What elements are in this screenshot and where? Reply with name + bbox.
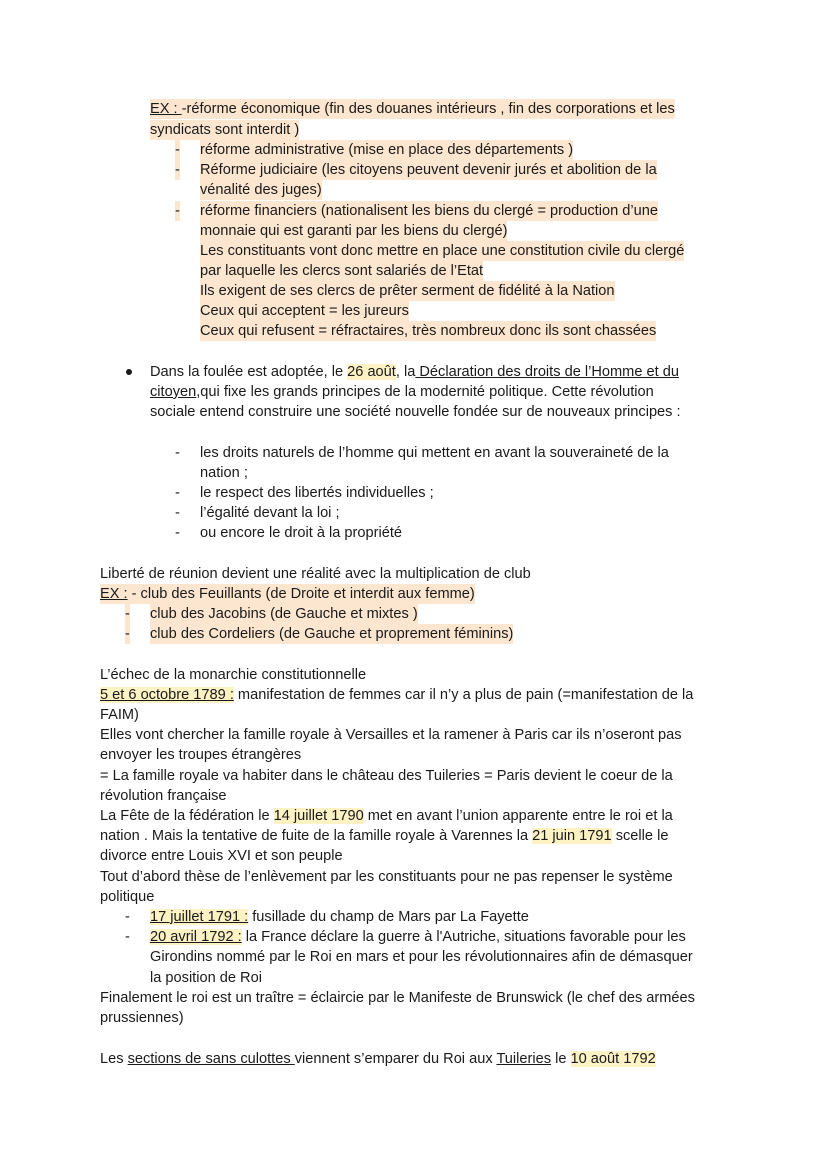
october-line: 5 et 6 octobre 1789 : manifestation de femmes car il n’y a plus de pain (=manifestation de la: [100, 687, 694, 703]
text-line: = La famille royale va habiter dans le château des Tuileries = Paris devient le coeur de la: [100, 768, 673, 784]
ex-line-2: syndicats sont interdit ): [150, 122, 300, 138]
dash: -: [175, 142, 180, 158]
event-line: 20 avril 1792 : la France déclare la guerre à l'Autriche, situations favorable pour les: [150, 929, 686, 945]
last-line: Les sections de sans culottes viennent s’emparer du Roi aux Tuileries le 10 août 1792: [100, 1051, 656, 1067]
text-line: Finalement le roi est un traître = éclaircie par le Manifeste de Brunswick (le chef des armées: [100, 990, 695, 1006]
event-line: 17 juillet 1791 : fusillade du champ de Mars par La Fayette: [150, 909, 529, 925]
date-highlight: 20 avril 1792 :: [150, 929, 242, 945]
text-line: Tout d’abord thèse de l’enlèvement par les constituants pour ne pas repenser le système: [100, 869, 673, 885]
text-line: envoyer les troupes étrangères: [100, 747, 302, 763]
list-item-cont: Ceux qui acceptent = les jureurs: [200, 303, 409, 319]
text-line: révolution française: [100, 788, 227, 804]
declaration-line-1: Dans la foulée est adoptée, le 26 août, la Déclaration des droits de l’Homme et du: [150, 364, 679, 380]
list-item: ou encore le droit à la propriété: [200, 525, 403, 541]
date-highlight: 5 et 6 octobre 1789 :: [100, 687, 234, 703]
ex-line-1: EX : -réforme économique (fin des douanes intérieurs , fin des corporations et les: [150, 101, 675, 117]
dash: -: [175, 445, 180, 461]
text-line: divorce entre Louis XVI et son peuple: [100, 848, 343, 864]
declaration-line-3: sociale entend construire une société nouvelle fondée sur de nouveaux principes :: [150, 404, 681, 420]
dash: -: [175, 162, 180, 178]
text-line: politique: [100, 889, 155, 905]
list-item: réforme administrative (mise en place des départements ): [200, 142, 574, 158]
list-item-cont: Ils exigent de ses clercs de prêter serment de fidélité à la Nation: [200, 283, 615, 299]
date-highlight: 21 juin 1791: [532, 828, 612, 844]
list-item: club des Jacobins (de Gauche et mixtes ): [150, 606, 418, 622]
clubs-intro: Liberté de réunion devient une réalité avec la multiplication de club: [100, 566, 531, 582]
list-item: club des Cordeliers (de Gauche et proprement féminins): [150, 626, 514, 642]
list-item: l’égalité devant la loi ;: [200, 505, 340, 521]
clubs-ex-line: EX : - club des Feuillants (de Droite et interdit aux femme): [100, 586, 475, 602]
dash: -: [125, 929, 130, 945]
text-line: FAIM): [100, 707, 139, 723]
list-item: les droits naturels de l’homme qui mettent en avant la souveraineté de la: [200, 445, 669, 461]
date-highlight: 17 juillet 1791 :: [150, 909, 249, 925]
text-line: prussiennes): [100, 1010, 184, 1026]
dash: -: [175, 485, 180, 501]
nation-line: nation . Mais la tentative de fuite de la famille royale à Varennes la 21 juin 1791 scelle le: [100, 828, 669, 844]
declaration-line-2: citoyen,qui fixe les grands principes de la modernité politique. Cette révolution: [150, 384, 654, 400]
text-line: Elles vont chercher la famille royale à Versailles et la ramener à Paris car ils n’oseront pas: [100, 727, 682, 743]
list-item-cont: Les constituants vont donc mettre en place une constitution civile du clergé: [200, 243, 685, 259]
dash: -: [175, 525, 180, 541]
date-highlight: 26 août: [347, 364, 396, 380]
list-item-cont: vénalité des juges): [200, 182, 322, 198]
list-item-cont: nation ;: [200, 465, 248, 481]
declaration-link: Déclaration des droits de l’Homme et du: [415, 364, 679, 380]
dash: -: [125, 626, 130, 642]
dash: -: [175, 505, 180, 521]
event-line-cont: la position de Roi: [150, 970, 262, 986]
section-title: L’échec de la monarchie constitutionnelle: [100, 667, 367, 683]
date-highlight: 14 juillet 1790: [273, 808, 364, 824]
list-item: Réforme judiciaire (les citoyens peuvent devenir jurés et abolition de la: [200, 162, 657, 178]
fete-line: La Fête de la fédération le 14 juillet 1790 met en avant l’union apparente entre le roi et la: [100, 808, 673, 824]
list-item: le respect des libertés individuelles ;: [200, 485, 434, 501]
dash: -: [125, 606, 130, 622]
list-item-cont: par laquelle les clercs sont salariés de l’Etat: [200, 263, 484, 279]
list-item-cont: Ceux qui refusent = réfractaires, très nombreux donc ils sont chassées: [200, 323, 657, 339]
list-item-cont: monnaie qui est garanti par les biens du clergé): [200, 223, 508, 239]
list-item: réforme financiers (nationalisent les biens du clergé = production d’une: [200, 203, 658, 219]
event-line-cont: Girondins nommé par le Roi en mars et pour les révolutionnaires afin de démasquer: [150, 949, 693, 965]
dash: -: [125, 909, 130, 925]
ex-label: EX :: [150, 101, 182, 117]
dash: -: [175, 203, 180, 219]
date-highlight: 10 août 1792: [570, 1051, 656, 1067]
bullet-icon: [126, 369, 132, 375]
